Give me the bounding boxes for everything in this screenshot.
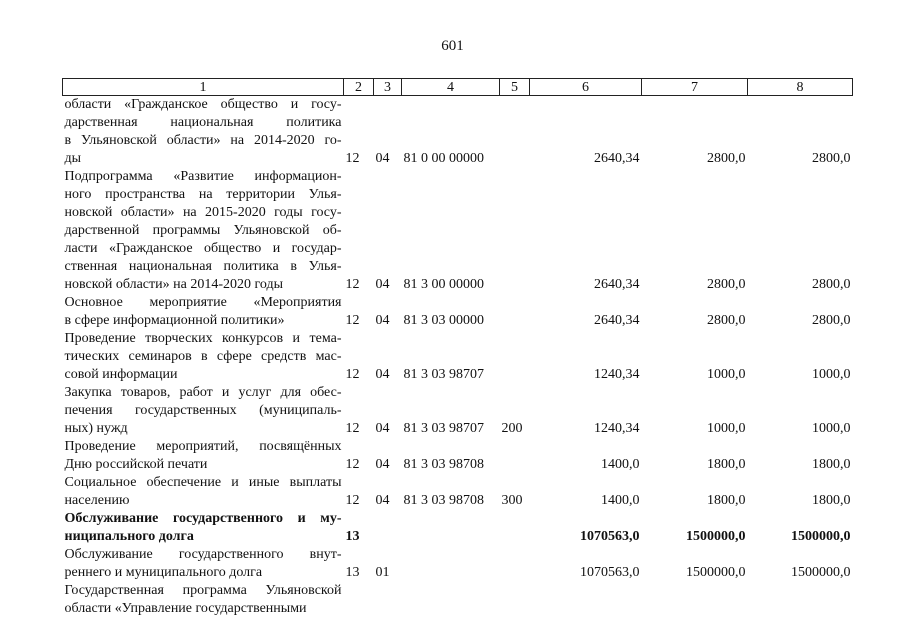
table-row [63, 474, 853, 510]
row-amount-6: 1070563,0 [580, 565, 640, 580]
row-subsection: 04 [375, 421, 390, 436]
row-name-line: Закупка товаров, работ и услуг для обес- [64, 385, 342, 400]
row-target-code: 81 3 03 00000 [403, 313, 484, 328]
row-target-code [402, 510, 500, 546]
table-row [63, 510, 853, 546]
table-row [63, 330, 853, 384]
row-subsection: 04 [375, 367, 390, 382]
row-section: 12 [345, 367, 360, 382]
row-expense-type [500, 510, 530, 546]
row-name-line: области «Управление государственными [64, 601, 307, 616]
row-name-line: новской области» на 2015-2020 годы госу- [64, 205, 342, 220]
row-expense-type [500, 96, 530, 169]
row-name-line: ласти «Гражданское общество и государ- [64, 241, 342, 256]
row-amount-6: 1400,0 [601, 457, 640, 472]
row-name [63, 294, 344, 330]
row-name-line: новской области» на 2014-2020 годы [64, 277, 284, 292]
row-name [63, 438, 344, 474]
row-name-line: населению [64, 493, 130, 508]
table-row [63, 384, 853, 438]
row-section: 13 [345, 565, 360, 580]
row-expense-type [500, 330, 530, 384]
row-expense-type: 200 [501, 421, 523, 436]
row-amount-7: 1000,0 [707, 421, 746, 436]
row-name-line: реннего и муниципального долга [64, 565, 263, 580]
row-subsection: 04 [375, 457, 390, 472]
row-amount-8: 1500000,0 [791, 529, 851, 544]
row-name [63, 330, 344, 384]
row-amount-6: 2640,34 [594, 313, 640, 328]
row-target-code: 81 3 03 98707 [403, 367, 484, 382]
table-body [63, 96, 853, 619]
header-col-7: 7 [642, 79, 748, 96]
row-amount-8: 2800,0 [812, 277, 851, 292]
row-expense-type [500, 168, 530, 294]
row-name [63, 474, 344, 510]
row-amount-6: 2640,34 [594, 151, 640, 166]
row-subsection: 01 [375, 565, 390, 580]
row-amount-7 [642, 582, 748, 618]
row-section: 13 [345, 529, 360, 544]
row-amount-7: 1500000,0 [686, 529, 746, 544]
row-name [63, 96, 344, 169]
row-name-line: ниципального долга [64, 529, 194, 544]
row-name-line: Дню российской печати [64, 457, 208, 472]
table-row [63, 438, 853, 474]
row-amount-8: 1500000,0 [791, 565, 851, 580]
row-amount-8: 2800,0 [812, 151, 851, 166]
row-name-line: ды [64, 151, 82, 166]
row-name [63, 546, 344, 582]
table-row [63, 546, 853, 582]
row-amount-6: 1240,34 [594, 367, 640, 382]
row-subsection: 04 [375, 277, 390, 292]
row-name [63, 384, 344, 438]
header-col-8: 8 [748, 79, 853, 96]
row-target-code [402, 582, 500, 618]
row-name-line: Проведение мероприятий, посвящённых [64, 439, 342, 454]
row-name-line: печения государственных (муниципаль- [64, 403, 342, 418]
row-amount-7: 2800,0 [707, 151, 746, 166]
page-number: 601 [441, 38, 464, 54]
row-amount-7: 1000,0 [707, 367, 746, 382]
row-expense-type [500, 546, 530, 582]
row-name-line: тических семинаров в сфере средств мас- [64, 349, 342, 364]
header-col-5: 5 [500, 79, 530, 96]
row-name-line: Подпрограмма «Развитие информацион- [64, 169, 342, 184]
row-name-line: ного пространства на территории Улья- [64, 187, 342, 202]
row-expense-type [500, 582, 530, 618]
row-name [63, 168, 344, 294]
table-row [63, 294, 853, 330]
row-name [63, 510, 344, 546]
row-amount-8: 1800,0 [812, 457, 851, 472]
row-amount-8: 2800,0 [812, 313, 851, 328]
row-amount-7: 1800,0 [707, 493, 746, 508]
row-name-line: в Ульяновской области» на 2014-2020 го- [64, 133, 342, 148]
row-subsection: 04 [375, 493, 390, 508]
row-expense-type [500, 438, 530, 474]
header-col-2: 2 [344, 79, 374, 96]
row-amount-6 [530, 582, 642, 618]
row-subsection: 04 [375, 151, 390, 166]
row-name-line: дарственная национальная политика [64, 115, 342, 130]
row-expense-type: 300 [501, 493, 523, 508]
row-name-line: Обслуживание государственного внут- [64, 547, 342, 562]
row-section: 12 [345, 313, 360, 328]
row-name-line: дарственной программы Ульяновской об- [64, 223, 342, 238]
budget-table [62, 78, 853, 618]
row-subsection [374, 510, 402, 546]
row-target-code [402, 546, 500, 582]
row-name-line: совой информации [64, 367, 178, 382]
table-row [63, 168, 853, 294]
row-name-line: Обслуживание государственного и му- [64, 511, 342, 526]
row-name-line: области «Гражданское общество и госу- [64, 97, 342, 112]
header-row [63, 79, 853, 96]
row-amount-6: 1240,34 [594, 421, 640, 436]
header-col-3: 3 [374, 79, 402, 96]
row-expense-type [500, 294, 530, 330]
row-name-line: ственная национальная политика в Улья- [64, 259, 342, 274]
row-name-line: Социальное обеспечение и иные выплаты [64, 475, 342, 490]
row-section: 12 [345, 277, 360, 292]
row-amount-7: 1800,0 [707, 457, 746, 472]
row-amount-7: 2800,0 [707, 277, 746, 292]
row-subsection [374, 582, 402, 618]
row-amount-8: 1800,0 [812, 493, 851, 508]
row-amount-8: 1000,0 [812, 367, 851, 382]
table-row [63, 582, 853, 618]
row-section: 12 [345, 493, 360, 508]
row-section [344, 582, 374, 618]
header-col-4: 4 [402, 79, 500, 96]
row-subsection: 04 [375, 313, 390, 328]
row-section: 12 [345, 151, 360, 166]
header-col-1: 1 [63, 79, 344, 96]
row-target-code: 81 3 03 98707 [403, 421, 484, 436]
row-name-line: Основное мероприятие «Мероприятия [64, 295, 342, 310]
row-target-code: 81 3 03 98708 [403, 457, 484, 472]
row-amount-8 [748, 582, 853, 618]
row-amount-6: 1400,0 [601, 493, 640, 508]
row-name-line: в сфере информационной политики» [64, 313, 285, 328]
row-target-code: 81 3 00 00000 [403, 277, 484, 292]
row-section: 12 [345, 457, 360, 472]
row-target-code: 81 3 03 98708 [403, 493, 484, 508]
row-amount-7: 2800,0 [707, 313, 746, 328]
row-amount-7: 1500000,0 [686, 565, 746, 580]
row-target-code: 81 0 00 00000 [403, 151, 484, 166]
row-name-line: ных) нужд [64, 421, 128, 436]
row-name-line: Проведение творческих конкурсов и тема- [64, 331, 342, 346]
row-amount-6: 1070563,0 [580, 529, 640, 544]
table-row [63, 96, 853, 169]
row-amount-6: 2640,34 [594, 277, 640, 292]
row-amount-8: 1000,0 [812, 421, 851, 436]
row-name-line: Государственная программа Ульяновской [64, 583, 342, 598]
row-section: 12 [345, 421, 360, 436]
row-name [63, 582, 344, 618]
header-col-6: 6 [530, 79, 642, 96]
